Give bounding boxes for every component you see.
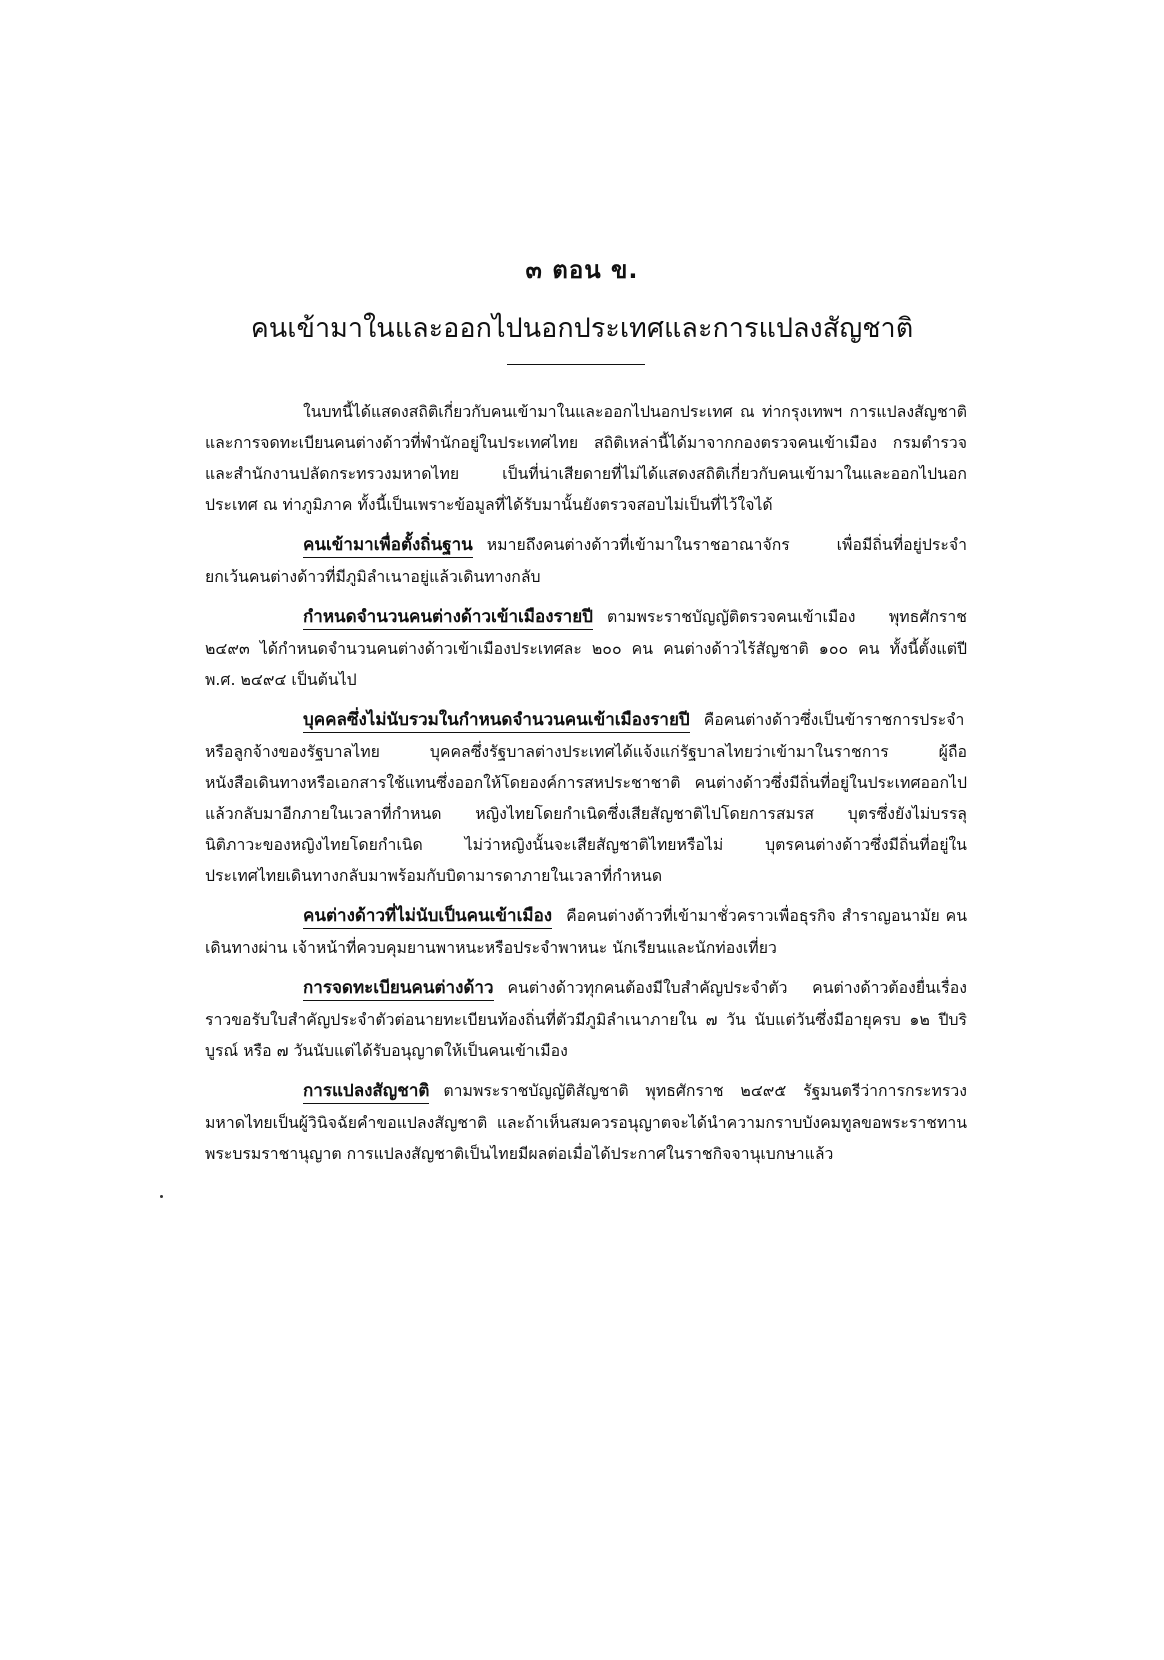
definition-naturalization (205, 1075, 967, 1169)
scan-speck (160, 1195, 163, 1198)
definition-annual-quota (205, 601, 967, 695)
definition-text: ตามพระราชบัญญัติสัญชาติ พุทธศักราช ๒๔๙๕ รัฐมนตรีว่าการกระทรวงมหาดไทยเป็นผู้วินิจฉัยคำขอแปลงสัญชาติ และถ้าเห็นสมควรอนุญาตจะได้นำความกราบบังคมทูลขอพระราชทานพระบรมราชานุญาต การแปลงสัญชาติเป็นไทยมีผลต่อเมื่อได้ประกาศในราชกิจจานุเบกษาแล้ว (205, 1081, 967, 1163)
definition-text: หมายถึงคนต่างด้าวที่เข้ามาในราชอาณาจักร เพื่อมีถิ่นที่อยู่ประจำ ยกเว้นคนต่างด้าวที่มีภูมิลำเนาอยู่แล้วเดินทางกลับ (205, 535, 967, 586)
paragraph-spacer (205, 592, 967, 601)
body-text (205, 396, 967, 1169)
definition-term: การแปลงสัญชาติ (303, 1081, 429, 1104)
definition-settlers (205, 529, 967, 592)
definition-text: คนต่างด้าวทุกคนต้องมีใบสำคัญประจำตัว คนต่างด้าวต้องยื่นเรื่องราวขอรับใบสำคัญประจำตัวต่อนายทะเบียนท้องถิ่นที่ตัวมีภูมิลำเนาภายใน ๗ วัน นับแต่วันซึ่งมีอายุครบ ๑๒ ปีบริบูรณ์ หรือ ๗ วันนับแต่ได้รับอนุญาตให้เป็นคนเข้าเมือง (205, 978, 967, 1060)
paragraph-spacer (205, 1066, 967, 1075)
title-underline (507, 364, 645, 365)
paragraph-spacer (205, 963, 967, 972)
definition-non-immigrants (205, 900, 967, 963)
page-title: คนเข้ามาในและออกไปนอกประเทศและการแปลงสัญชาติ (250, 313, 914, 344)
definition-term: คนเข้ามาเพื่อตั้งถิ่นฐาน (303, 535, 473, 558)
intro-paragraph: ในบทนี้ได้แสดงสถิติเกี่ยวกับคนเข้ามาในและออกไปนอกประเทศ ณ ท่ากรุงเทพฯ การแปลงสัญชาติและการจดทะเบียนคนต่างด้าวที่พำนักอยู่ในประเทศไทย สถิติเหล่านี้ได้มาจากกองตรวจคนเข้าเมือง กรมตำรวจ และสำนักงานปลัดกระทรวงมหาดไทย เป็นที่น่าเสียดายที่ไม่ได้แสดงสถิติเกี่ยวกับคนเข้ามาในและออกไปนอกประเทศ ณ ท่าภูมิภาค ทั้งนี้เป็นเพราะข้อมูลที่ได้รับมานั้นยังตรวจสอบไม่เป็นที่ไว้ใจได้ (205, 402, 967, 514)
definition-text: คือคนต่างด้าวซึ่งเป็นข้าราชการประจำหรือลูกจ้างของรัฐบาลไทย บุคคลซึ่งรัฐบาลต่างประเทศได้แจ้งแก่รัฐบาลไทยว่าเข้ามาในราชการ ผู้ถือหนังสือเดินทางหรือเอกสารใช้แทนซึ่งออกให้โดยองค์การสหประชาชาติ คนต่างด้าวซึ่งมีถิ่นที่อยู่ในประเทศออกไปแล้วกลับมาอีกภายในเวลาที่กำหนด หญิงไทยโดยกำเนิดซึ่งเสียสัญชาติไปโดยการสมรส บุตรซึ่งยังไม่บรรลุนิติภาวะของหญิงไทยโดยกำเนิด ไม่ว่าหญิงนั้นจะเสียสัญชาติไทยหรือไม่ บุตรคนต่างด้าวซึ่งมีถิ่นที่อยู่ในประเทศไทยเดินทางกลับมาพร้อมกับบิดามารดาภายในเวลาที่กำหนด (205, 710, 967, 885)
definition-text: คือคนต่างด้าวที่เข้ามาชั่วคราวเพื่อธุรกิจ สำราญอนามัย คนเดินทางผ่าน เจ้าหน้าที่ควบคุมยานพาหนะหรือประจำพาหนะ นักเรียนและนักท่องเที่ยว (205, 906, 967, 957)
definition-text: ตามพระราชบัญญัติตรวจคนเข้าเมือง พุทธศักราช ๒๔๙๓ ได้กำหนดจำนวนคนต่างด้าวเข้าเมืองประเทศละ ๒๐๐ คน คนต่างด้าวไร้สัญชาติ ๑๐๐ คน ทั้งนี้ตั้งแต่ปี พ.ศ. ๒๔๙๔ เป็นต้นไป (205, 607, 967, 689)
definition-term: กำหนดจำนวนคนต่างด้าวเข้าเมืองรายปี (303, 607, 593, 630)
definition-quota-exempt (205, 704, 967, 891)
definition-term: การจดทะเบียนคนต่างด้าว (303, 978, 494, 1001)
paragraph-spacer (205, 520, 967, 529)
definition-term: บุคคลซึ่งไม่นับรวมในกำหนดจำนวนคนเข้าเมืองรายปี (303, 710, 690, 733)
paragraph-spacer (205, 891, 967, 900)
paragraph-spacer (205, 695, 967, 704)
section-number: ๓ ตอน ข. (525, 256, 639, 284)
definition-term: คนต่างด้าวที่ไม่นับเป็นคนเข้าเมือง (303, 906, 552, 929)
definition-alien-registration (205, 972, 967, 1066)
